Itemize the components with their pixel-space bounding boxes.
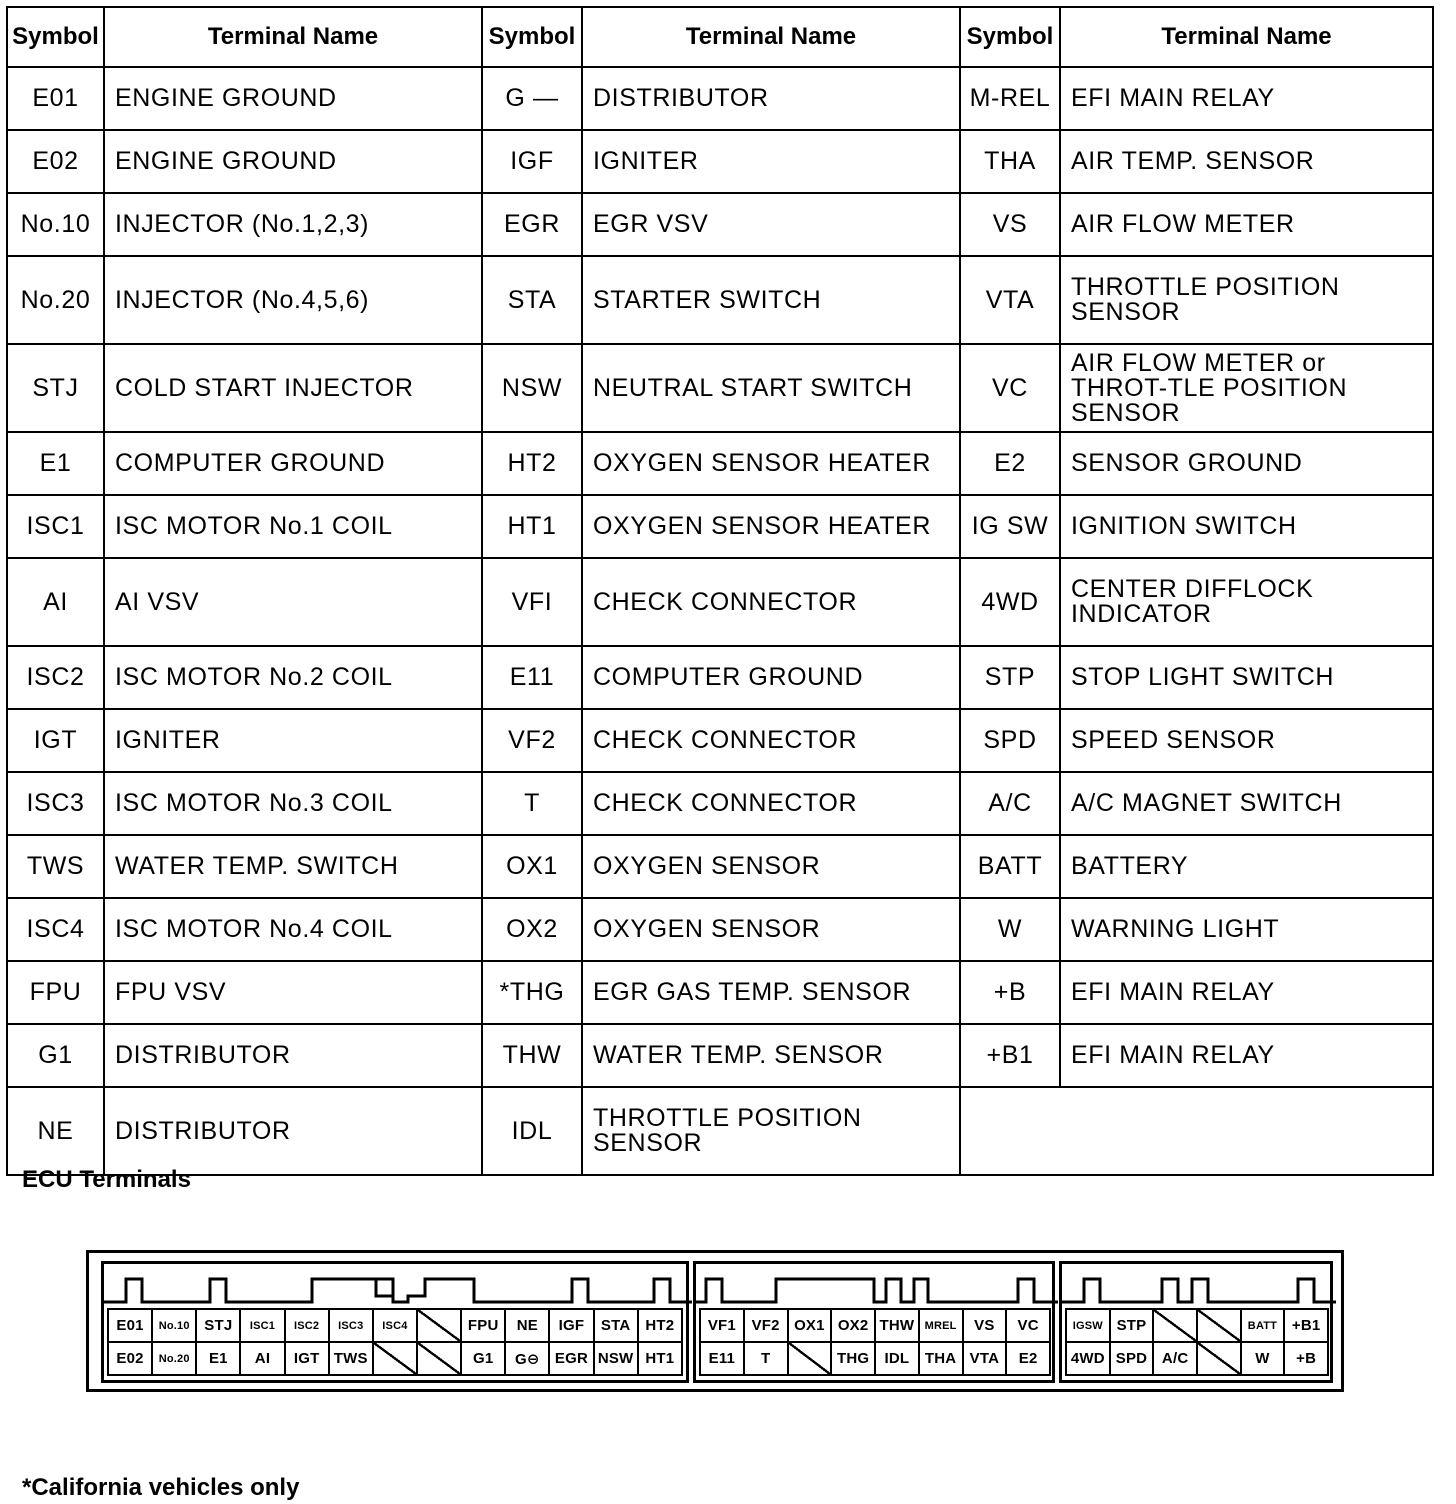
symbol-cell: AI xyxy=(7,558,104,646)
symbol-cell: E11 xyxy=(482,646,582,709)
table-row xyxy=(7,709,1433,772)
empty-cell xyxy=(960,1087,1433,1175)
header-symbol-1: Symbol xyxy=(7,7,104,67)
symbol-cell: OX2 xyxy=(482,898,582,961)
header-terminal-name-2: Terminal Name xyxy=(582,7,960,67)
symbol-cell: THA xyxy=(960,130,1060,193)
unused-pin xyxy=(373,1342,417,1375)
ecu-connector-diagram xyxy=(86,1250,1344,1392)
symbol-cell: T xyxy=(482,772,582,835)
pin-label: VF2 xyxy=(744,1309,788,1342)
pin-row-top xyxy=(1066,1309,1328,1342)
terminal-name-cell: IGNITER xyxy=(104,709,482,772)
symbol-cell: STJ xyxy=(7,344,104,432)
pin-label: NSW xyxy=(594,1342,638,1375)
terminal-name-cell: DISTRIBUTOR xyxy=(104,1024,482,1087)
unused-pin xyxy=(788,1342,832,1375)
table-row xyxy=(7,130,1433,193)
symbol-cell: +B1 xyxy=(960,1024,1060,1087)
pin-label: OX1 xyxy=(788,1309,832,1342)
table-row xyxy=(7,835,1433,898)
unused-pin xyxy=(417,1309,461,1342)
terminal-name-cell: COMPUTER GROUND xyxy=(582,646,960,709)
symbol-cell: ISC4 xyxy=(7,898,104,961)
terminal-name-cell: CHECK CONNECTOR xyxy=(582,709,960,772)
terminal-name-cell: ENGINE GROUND xyxy=(104,67,482,130)
symbol-cell: FPU xyxy=(7,961,104,1024)
pin-label: 4WD xyxy=(1066,1342,1110,1375)
pin-label: IGT xyxy=(285,1342,329,1375)
pin-label: IGSW xyxy=(1066,1309,1110,1342)
pin-label: TWS xyxy=(329,1342,373,1375)
pin-label: AI xyxy=(240,1342,284,1375)
pin-label: T xyxy=(744,1342,788,1375)
table-row xyxy=(7,1087,1433,1175)
symbol-cell: +B xyxy=(960,961,1060,1024)
symbol-cell: IG SW xyxy=(960,495,1060,558)
pin-label: STP xyxy=(1110,1309,1154,1342)
symbol-cell: HT1 xyxy=(482,495,582,558)
pin-row-bottom xyxy=(700,1342,1050,1375)
pin-label: +B xyxy=(1284,1342,1328,1375)
pin-label: THW xyxy=(875,1309,919,1342)
terminal-name-cell: DISTRIBUTOR xyxy=(104,1087,482,1175)
terminal-name-cell: OXYGEN SENSOR xyxy=(582,835,960,898)
pin-label: W xyxy=(1241,1342,1285,1375)
pin-label: MREL xyxy=(919,1309,963,1342)
terminal-name-cell: A/C MAGNET SWITCH xyxy=(1060,772,1433,835)
pin-label: ISC2 xyxy=(285,1309,329,1342)
symbol-cell: ISC3 xyxy=(7,772,104,835)
terminal-name-cell: EGR GAS TEMP. SENSOR xyxy=(582,961,960,1024)
symbol-cell: TWS xyxy=(7,835,104,898)
terminal-name-cell: INJECTOR (No.4,5,6) xyxy=(104,256,482,344)
pin-label: EGR xyxy=(549,1342,593,1375)
table-row xyxy=(7,193,1433,256)
terminal-name-cell: OXYGEN SENSOR HEATER xyxy=(582,495,960,558)
symbol-cell: EGR xyxy=(482,193,582,256)
pin-label: HT1 xyxy=(638,1342,682,1375)
symbol-cell: VF2 xyxy=(482,709,582,772)
pin-label: VF1 xyxy=(700,1309,744,1342)
terminal-name-cell: EFI MAIN RELAY xyxy=(1060,961,1433,1024)
terminal-name-cell: COLD START INJECTOR xyxy=(104,344,482,432)
header-symbol-2: Symbol xyxy=(482,7,582,67)
symbol-cell: W xyxy=(960,898,1060,961)
symbol-cell: BATT xyxy=(960,835,1060,898)
table-row xyxy=(7,344,1433,432)
pin-label: STJ xyxy=(196,1309,240,1342)
table-row xyxy=(7,67,1433,130)
pin-label: BATT xyxy=(1241,1309,1285,1342)
pin-label: E2 xyxy=(1006,1342,1050,1375)
symbol-cell: M-REL xyxy=(960,67,1060,130)
unused-pin xyxy=(1197,1342,1241,1375)
pin-label: VC xyxy=(1006,1309,1050,1342)
symbol-cell: VTA xyxy=(960,256,1060,344)
pin-label: E1 xyxy=(196,1342,240,1375)
terminal-name-cell: OXYGEN SENSOR HEATER xyxy=(582,432,960,495)
pin-row-top xyxy=(108,1309,682,1342)
pin-label: No.20 xyxy=(152,1342,196,1375)
symbol-cell: IGT xyxy=(7,709,104,772)
terminal-name-cell: AIR TEMP. SENSOR xyxy=(1060,130,1433,193)
terminal-name-cell: EGR VSV xyxy=(582,193,960,256)
pin-label: THG xyxy=(831,1342,875,1375)
pin-label: IGF xyxy=(549,1309,593,1342)
terminal-name-cell: CHECK CONNECTOR xyxy=(582,772,960,835)
pin-label: THA xyxy=(919,1342,963,1375)
terminal-name-cell: ISC MOTOR No.3 COIL xyxy=(104,772,482,835)
terminal-name-cell: ISC MOTOR No.4 COIL xyxy=(104,898,482,961)
header-symbol-3: Symbol xyxy=(960,7,1060,67)
symbol-cell: ISC1 xyxy=(7,495,104,558)
connector-b xyxy=(693,1261,1055,1383)
table-row xyxy=(7,558,1433,646)
symbol-cell: STA xyxy=(482,256,582,344)
terminal-name-cell: AI VSV xyxy=(104,558,482,646)
terminal-name-cell: THROTTLE POSITION SENSOR xyxy=(1060,256,1433,344)
symbol-cell: E1 xyxy=(7,432,104,495)
pin-label: E02 xyxy=(108,1342,152,1375)
terminal-name-cell: CENTER DIFFLOCK INDICATOR xyxy=(1060,558,1433,646)
pin-label: HT2 xyxy=(638,1309,682,1342)
pin-label: STA xyxy=(594,1309,638,1342)
terminal-name-cell: FPU VSV xyxy=(104,961,482,1024)
terminal-name-cell: OXYGEN SENSOR xyxy=(582,898,960,961)
symbol-cell: A/C xyxy=(960,772,1060,835)
pin-label: No.10 xyxy=(152,1309,196,1342)
symbol-cell: 4WD xyxy=(960,558,1060,646)
symbol-cell: NSW xyxy=(482,344,582,432)
table-row xyxy=(7,646,1433,709)
table-row xyxy=(7,432,1433,495)
pin-label: FPU xyxy=(461,1309,505,1342)
terminal-name-cell: INJECTOR (No.1,2,3) xyxy=(104,193,482,256)
symbol-cell: G — xyxy=(482,67,582,130)
symbol-cell: VS xyxy=(960,193,1060,256)
pin-label: VS xyxy=(963,1309,1007,1342)
ecu-terminals-caption: ECU Terminals xyxy=(22,1166,191,1193)
pin-label: G1 xyxy=(461,1342,505,1375)
pin-label: +B1 xyxy=(1284,1309,1328,1342)
terminal-name-cell: BATTERY xyxy=(1060,835,1433,898)
pin-label: E11 xyxy=(700,1342,744,1375)
footnote: *California vehicles only xyxy=(22,1474,300,1501)
symbol-cell: IGF xyxy=(482,130,582,193)
symbol-cell: THW xyxy=(482,1024,582,1087)
pin-label: NE xyxy=(505,1309,549,1342)
table-row xyxy=(7,772,1433,835)
symbol-cell: E01 xyxy=(7,67,104,130)
symbol-cell: NE xyxy=(7,1087,104,1175)
connector-a xyxy=(101,1261,689,1383)
terminal-name-cell: EFI MAIN RELAY xyxy=(1060,67,1433,130)
symbol-cell: STP xyxy=(960,646,1060,709)
terminal-name-cell: ISC MOTOR No.1 COIL xyxy=(104,495,482,558)
terminal-name-cell: COMPUTER GROUND xyxy=(104,432,482,495)
terminal-name-cell: SENSOR GROUND xyxy=(1060,432,1433,495)
pin-label: OX2 xyxy=(831,1309,875,1342)
terminal-name-cell: DISTRIBUTOR xyxy=(582,67,960,130)
symbol-cell: SPD xyxy=(960,709,1060,772)
symbol-cell: E2 xyxy=(960,432,1060,495)
symbol-cell: VC xyxy=(960,344,1060,432)
terminal-table xyxy=(6,6,1434,1176)
symbol-cell: G1 xyxy=(7,1024,104,1087)
terminal-name-cell: WATER TEMP. SENSOR xyxy=(582,1024,960,1087)
symbol-cell: OX1 xyxy=(482,835,582,898)
terminal-name-cell: THROTTLE POSITION SENSOR xyxy=(582,1087,960,1175)
pin-label: VTA xyxy=(963,1342,1007,1375)
unused-pin xyxy=(1197,1309,1241,1342)
pin-row-top xyxy=(700,1309,1050,1342)
pin-label: A/C xyxy=(1153,1342,1197,1375)
pin-row-bottom xyxy=(1066,1342,1328,1375)
header-terminal-name-3: Terminal Name xyxy=(1060,7,1433,67)
terminal-name-cell: AIR FLOW METER xyxy=(1060,193,1433,256)
header-terminal-name-1: Terminal Name xyxy=(104,7,482,67)
table-row xyxy=(7,961,1433,1024)
pin-row-bottom xyxy=(108,1342,682,1375)
pin-label: E01 xyxy=(108,1309,152,1342)
terminal-name-cell: IGNITION SWITCH xyxy=(1060,495,1433,558)
unused-pin xyxy=(1153,1309,1197,1342)
terminal-name-cell: ISC MOTOR No.2 COIL xyxy=(104,646,482,709)
terminal-name-cell: IGNITER xyxy=(582,130,960,193)
symbol-cell: ISC2 xyxy=(7,646,104,709)
terminal-name-cell: AIR FLOW METER or THROT-TLE POSITION SENSOR xyxy=(1060,344,1433,432)
terminal-name-cell: WARNING LIGHT xyxy=(1060,898,1433,961)
symbol-cell: E02 xyxy=(7,130,104,193)
terminal-name-cell: WATER TEMP. SWITCH xyxy=(104,835,482,898)
symbol-cell: *THG xyxy=(482,961,582,1024)
pin-label: ISC3 xyxy=(329,1309,373,1342)
symbol-cell: No.20 xyxy=(7,256,104,344)
connector-c xyxy=(1059,1261,1333,1383)
terminal-name-cell: ENGINE GROUND xyxy=(104,130,482,193)
table-row xyxy=(7,1024,1433,1087)
unused-pin xyxy=(417,1342,461,1375)
table-row xyxy=(7,898,1433,961)
symbol-cell: VFI xyxy=(482,558,582,646)
terminal-name-cell: EFI MAIN RELAY xyxy=(1060,1024,1433,1087)
pin-label: G⊖ xyxy=(505,1342,549,1375)
symbol-cell: No.10 xyxy=(7,193,104,256)
symbol-cell: IDL xyxy=(482,1087,582,1175)
table-header-row xyxy=(7,7,1433,67)
symbol-cell: HT2 xyxy=(482,432,582,495)
terminal-name-cell: STARTER SWITCH xyxy=(582,256,960,344)
pin-label: SPD xyxy=(1110,1342,1154,1375)
pin-label: ISC1 xyxy=(240,1309,284,1342)
table-row xyxy=(7,256,1433,344)
pin-label: ISC4 xyxy=(373,1309,417,1342)
table-row xyxy=(7,495,1433,558)
terminal-name-cell: NEUTRAL START SWITCH xyxy=(582,344,960,432)
terminal-name-cell: SPEED SENSOR xyxy=(1060,709,1433,772)
terminal-name-cell: STOP LIGHT SWITCH xyxy=(1060,646,1433,709)
terminal-name-cell: CHECK CONNECTOR xyxy=(582,558,960,646)
pin-label: IDL xyxy=(875,1342,919,1375)
